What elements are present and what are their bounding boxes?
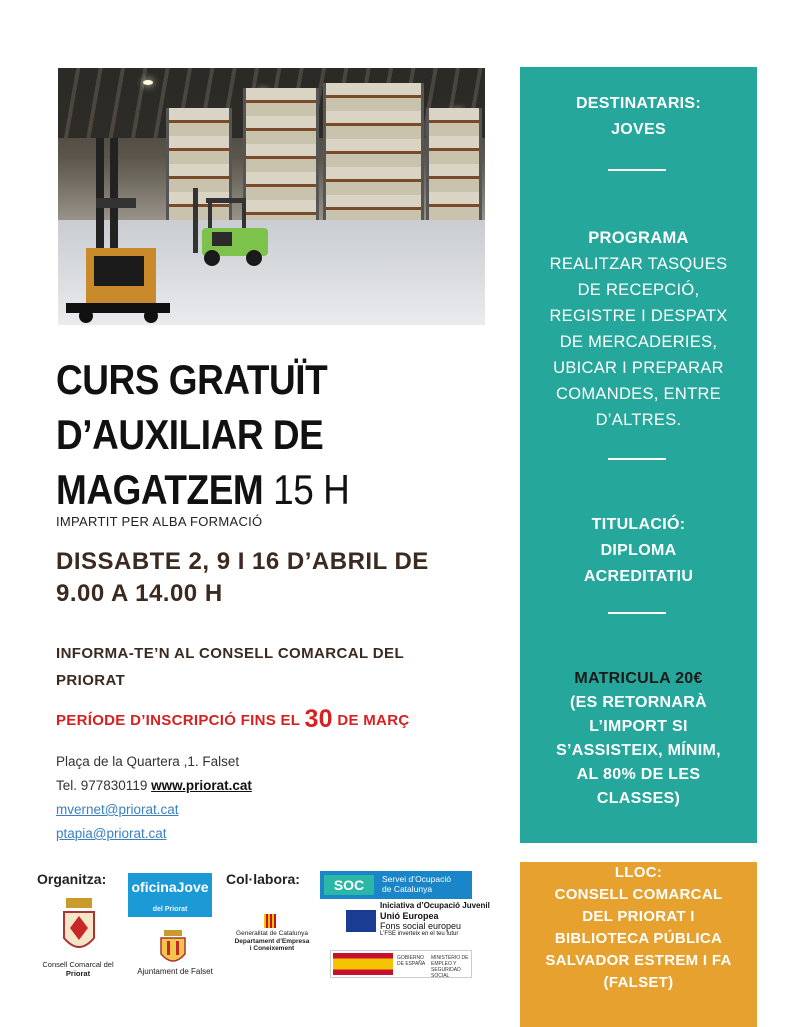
generalitat-emblem-icon bbox=[264, 914, 276, 928]
location-line: DEL PRIORAT I bbox=[582, 908, 695, 925]
fee-line: (ES RETORNARÀ bbox=[570, 694, 707, 711]
forklift-icon bbox=[188, 188, 273, 268]
oficina-jove-logo bbox=[128, 873, 212, 917]
shelf-rack bbox=[323, 83, 424, 243]
ministry-text: MINISTERIO DE EMPLEO Y SEGURIDAD SOCIAL bbox=[431, 955, 469, 979]
course-dates bbox=[56, 546, 476, 610]
caption-line: Consell Comarcal del bbox=[42, 960, 114, 969]
ajuntament-caption: Ajuntament de Falset bbox=[137, 967, 213, 976]
spain-flag-icon bbox=[333, 953, 393, 975]
eu-line: Fons social europeu bbox=[380, 921, 462, 931]
period-day: 30 bbox=[304, 705, 333, 733]
gov-text: GOBIERNO DE ESPAÑA bbox=[397, 955, 426, 967]
program-label: PROGRAMA bbox=[588, 229, 689, 247]
info-text bbox=[56, 640, 476, 694]
qualification-block bbox=[520, 512, 757, 590]
program-line: COMANDES, ENTRE bbox=[556, 385, 721, 403]
course-hours: 15 H bbox=[273, 466, 350, 513]
program-line: REALITZAR TASQUES bbox=[549, 255, 728, 273]
fee-label: MATRICULA 20€ bbox=[574, 670, 703, 687]
eu-line: Iniciativa d’Ocupació Juvenil bbox=[380, 901, 490, 910]
organizer-label: Organitza: bbox=[37, 871, 107, 887]
jove-logo-text: oficinaJove bbox=[131, 879, 209, 895]
fee-line: AL 80% DE LES bbox=[576, 766, 701, 783]
qualification-line: DIPLOMA bbox=[600, 542, 677, 559]
eu-funding-logo bbox=[346, 901, 490, 939]
eu-flag-icon bbox=[346, 910, 376, 932]
phone-web-line bbox=[56, 774, 252, 798]
provider-text: IMPARTIT PER ALBA FORMACIÓ bbox=[56, 514, 263, 529]
soc-logo-mark: SOC bbox=[324, 875, 374, 895]
title-line bbox=[56, 462, 426, 517]
address: Plaça de la Quartera ,1. Falset bbox=[56, 754, 240, 769]
location-line: (FALSET) bbox=[603, 974, 674, 991]
registration-period bbox=[56, 705, 409, 734]
info-line: INFORMA-TE’N AL CONSELL COMARCAL DEL bbox=[56, 645, 405, 662]
spanish-government-logo bbox=[330, 950, 472, 978]
location-line: LLOC: bbox=[614, 864, 663, 881]
qualification-label: TITULACIÓ: bbox=[591, 516, 686, 533]
program-line: REGISTRE I DESPATX bbox=[549, 307, 728, 325]
course-title bbox=[56, 352, 426, 517]
eu-line: Unió Europea bbox=[380, 911, 439, 921]
location-line: BIBLIOTECA PÚBLICA bbox=[554, 930, 723, 947]
qualification-line: ACREDITATIU bbox=[583, 568, 694, 585]
soc-line: de Catalunya bbox=[382, 884, 433, 894]
consell-comarcal-caption bbox=[28, 960, 128, 978]
dates-line: DISSABTE 2, 9 I 16 D’ABRIL DE bbox=[56, 548, 429, 575]
location-line: SALVADOR ESTREM I FA bbox=[545, 952, 732, 969]
generalitat-caption bbox=[222, 930, 322, 953]
caption-line: Generalitat de Catalunya bbox=[236, 930, 308, 937]
info-line: PRIORAT bbox=[56, 672, 126, 689]
fee-line: L’IMPORT SI bbox=[589, 718, 688, 735]
ajuntament-crest-icon bbox=[158, 930, 188, 966]
program-block bbox=[520, 225, 757, 433]
period-text: PERÍODE D’INSCRIPCIÓ FINS EL bbox=[56, 712, 300, 729]
eu-text bbox=[380, 901, 490, 938]
reach-truck-icon bbox=[66, 138, 170, 323]
fee-line: CLASSES) bbox=[596, 790, 681, 807]
fee-line: S’ASSISTEIX, MÍNIM, bbox=[556, 742, 721, 759]
fee-block bbox=[520, 667, 757, 811]
dates-line: 9.00 A 14.00 H bbox=[56, 580, 223, 607]
period-month: DE MARÇ bbox=[337, 712, 410, 729]
soc-logo bbox=[320, 871, 472, 899]
shelf-rack bbox=[426, 108, 482, 238]
email-link[interactable]: ptapia@priorat.cat bbox=[56, 826, 167, 841]
recipients-block bbox=[520, 91, 757, 143]
jove-logo-sub: del Priorat bbox=[152, 906, 188, 913]
title-line: D’AUXILIAR DE bbox=[56, 411, 324, 458]
divider bbox=[608, 458, 666, 460]
location-panel bbox=[520, 862, 757, 1027]
caption-line: i Coneixement bbox=[249, 945, 295, 952]
collaborator-label: Col·labora: bbox=[226, 871, 300, 887]
hero-warehouse-photo bbox=[58, 68, 485, 325]
caption-line: Departament d’Empresa bbox=[234, 937, 310, 945]
caption-line: Priorat bbox=[65, 969, 91, 978]
recipients-label: DESTINATARIS: bbox=[575, 95, 702, 112]
soc-line: Servei d’Ocupació bbox=[382, 874, 451, 884]
program-line: UBICAR I PREPARAR bbox=[553, 359, 724, 377]
info-panel bbox=[520, 67, 757, 843]
eu-line: L’FSE inverteix en el teu futur bbox=[380, 931, 459, 937]
program-line: DE MERCADERIES, bbox=[559, 333, 718, 351]
program-line: DE RECEPCIÓ, bbox=[577, 281, 700, 299]
title-word: MAGATZEM bbox=[56, 466, 264, 513]
program-line: D’ALTRES. bbox=[595, 411, 682, 429]
phone: Tel. 977830119 bbox=[56, 778, 148, 793]
divider bbox=[608, 612, 666, 614]
soc-logo-text bbox=[382, 874, 451, 894]
title-line: CURS GRATUÏT bbox=[56, 356, 328, 403]
website-link[interactable]: www.priorat.cat bbox=[151, 778, 252, 793]
contact-block bbox=[56, 750, 252, 846]
email-link[interactable]: mvernet@priorat.cat bbox=[56, 802, 179, 817]
recipients-value: JOVES bbox=[611, 121, 666, 138]
location-line: CONSELL COMARCAL bbox=[554, 886, 723, 903]
divider bbox=[608, 169, 666, 171]
ceiling-light bbox=[143, 80, 153, 85]
consell-comarcal-crest-icon bbox=[60, 898, 98, 956]
